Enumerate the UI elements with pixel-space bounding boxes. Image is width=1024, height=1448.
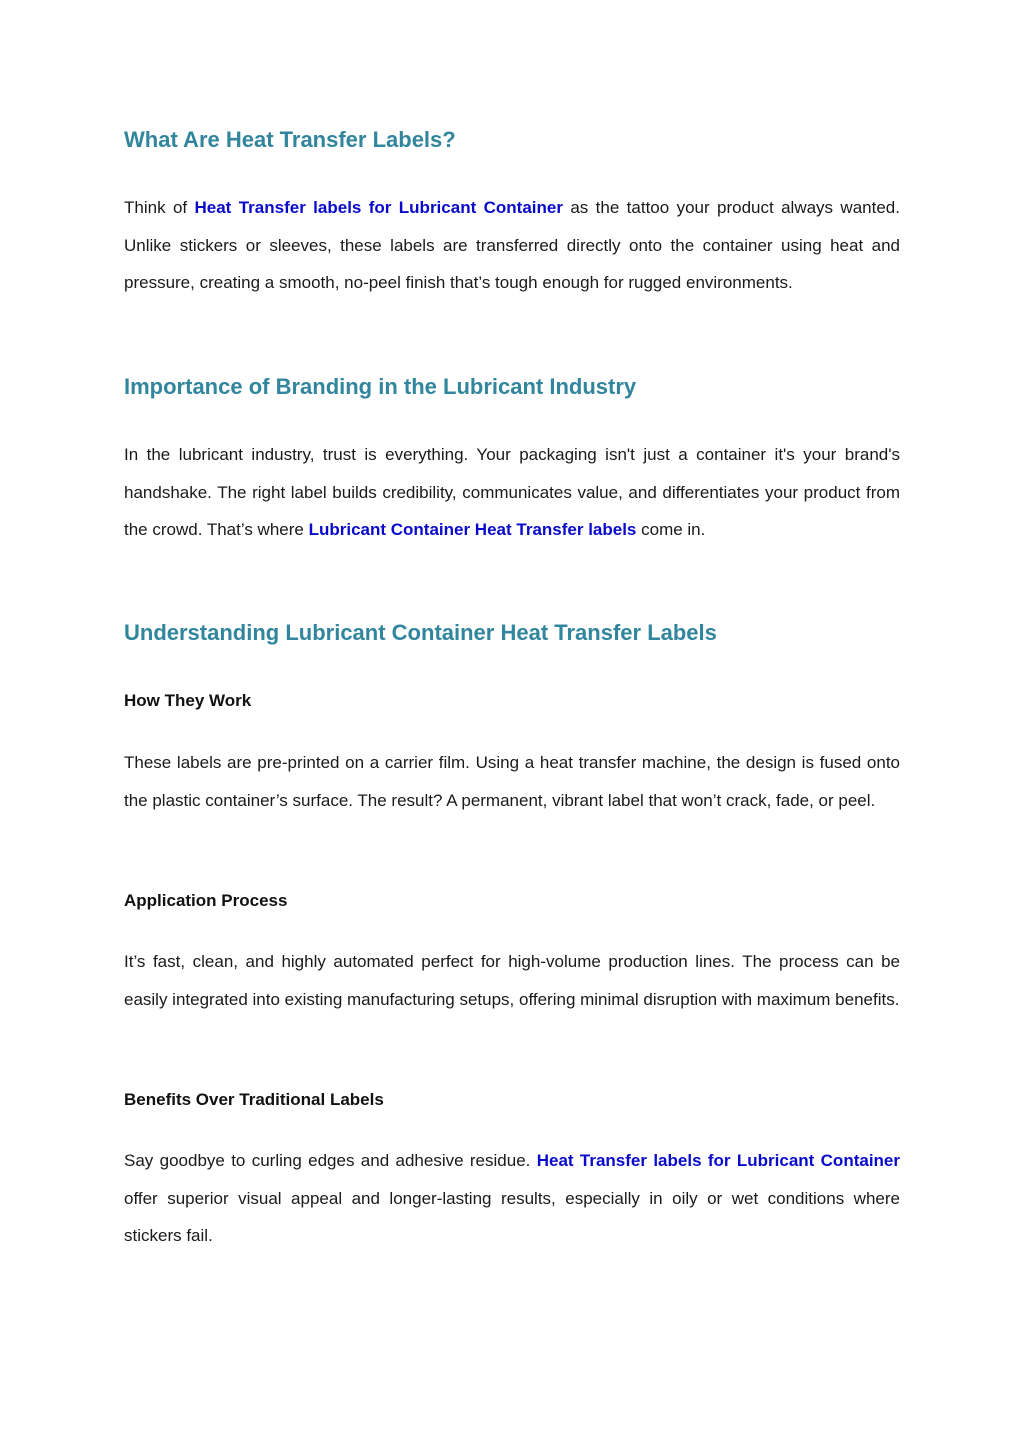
paragraph-how-they-work: These labels are pre-printed on a carrier film. Using a heat transfer machine, the design is fused onto the plastic container’s surface. The result? A permanent, vibrant label that won’t crack, fade, or peel.	[124, 753, 900, 810]
link-lubricant-container-labels[interactable]: Lubricant Container Heat Transfer labels	[308, 520, 637, 540]
paragraph-text: as the tattoo your product always wanted. Unlike stickers or sleeves, these labels are transferred directly onto the container using heat and pressure, creating a smooth, no-peel finish that’s tough enough for rugged environments.	[124, 198, 900, 293]
paragraph-text: offer superior visual appeal and longer-lasting results, especially in oily or wet conditions where stickers fail.	[124, 1188, 900, 1246]
paragraph-text: Think of	[124, 198, 195, 217]
paragraph-text: come in.	[636, 520, 706, 540]
paragraph-intro	[124, 189, 900, 302]
link-heat-transfer-labels[interactable]: Heat Transfer labels for Lubricant Container	[194, 198, 563, 217]
paragraph-branding	[124, 436, 900, 549]
subheading-how-they-work: How They Work	[124, 691, 252, 710]
paragraph-application-process: It’s fast, clean, and highly automated perfect for high-volume production lines. The process can be easily integrated into existing manufacturing setups, offering minimal disruption with maximum benefits.	[124, 952, 900, 1009]
heading-importance-of-branding: Importance of Branding in the Lubricant Industry	[124, 374, 637, 399]
paragraph-text: In the lubricant industry, trust is everything. Your packaging isn't just a container it's your brand's handshake. The right label builds credibility, communicates value, and differentiates your product from the crowd. That’s where	[124, 445, 900, 540]
subheading-benefits: Benefits Over Traditional Labels	[124, 1090, 384, 1109]
heading-what-are-heat-transfer-labels: What Are Heat Transfer Labels?	[124, 127, 456, 152]
link-heat-transfer-labels-2[interactable]: Heat Transfer labels for Lubricant Container	[536, 1151, 900, 1170]
paragraph-benefits	[124, 1142, 900, 1255]
subheading-application-process: Application Process	[124, 891, 288, 910]
heading-understanding-labels: Understanding Lubricant Container Heat Transfer Labels	[124, 620, 717, 645]
paragraph-text: Say goodbye to curling edges and adhesive residue.	[124, 1151, 537, 1170]
